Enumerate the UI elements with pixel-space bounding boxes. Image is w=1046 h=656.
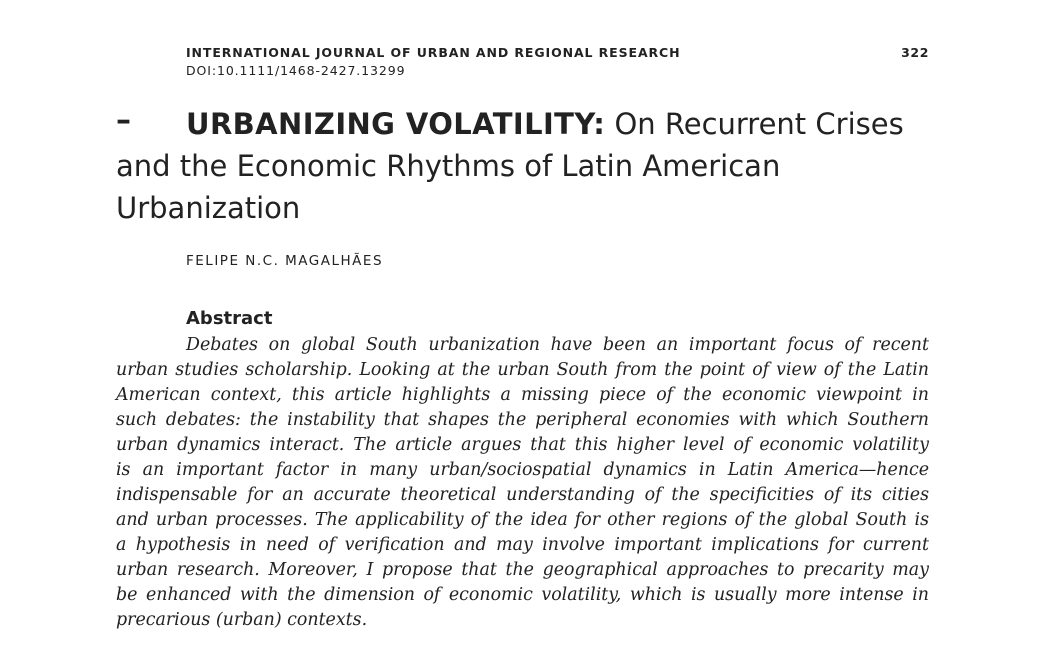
article-title: [116, 103, 916, 229]
page-number: 322: [901, 45, 929, 60]
abstract-line: American context, this article highlights a missing piece of the economic viewpoint in: [116, 385, 929, 405]
abstract-line: Debates on global South urbanization have been an important focus of recent: [186, 335, 929, 355]
abstract-line: precarious (urban) contexts.: [116, 610, 368, 630]
article-title-bold: URBANIZING VOLATILITY:: [186, 107, 606, 141]
abstract-line: urban research. Moreover, I propose that the geographical approaches to precarity may: [116, 560, 929, 580]
abstract-line: and urban processes. The applicability of the idea for other regions of the global South is: [116, 510, 929, 530]
abstract-heading: Abstract: [186, 308, 273, 329]
title-dash: –: [116, 103, 131, 138]
journal-name: INTERNATIONAL JOURNAL OF URBAN AND REGIONAL RESEARCH: [186, 45, 681, 60]
abstract-line: be enhanced with the dimension of economic volatility, which is usually more intense in: [116, 585, 929, 605]
author: FELIPE N.C. MAGALHÃES: [186, 253, 384, 269]
abstract-line: urban studies scholarship. Looking at the urban South from the point of view of the Latin: [116, 360, 929, 380]
doi: DOI:10.1111/1468-2427.13299: [186, 63, 406, 78]
abstract-body: [116, 333, 929, 633]
article-title-rest: On Recurrent Crises and the Economic Rhythms of Latin American Urbanization: [116, 107, 904, 225]
abstract-line: such debates: the instability that shapes the peripheral economies with which Southern: [116, 410, 929, 430]
abstract-line: is an important factor in many urban/sociospatial dynamics in Latin America—hence: [116, 460, 929, 480]
abstract-line: urban dynamics interact. The article argues that this higher level of economic volatility: [116, 435, 929, 455]
abstract-line: indispensable for an accurate theoretical understanding of the specificities of its cities: [116, 485, 929, 505]
abstract-line: a hypothesis in need of verification and may involve important implications for current: [116, 535, 929, 555]
